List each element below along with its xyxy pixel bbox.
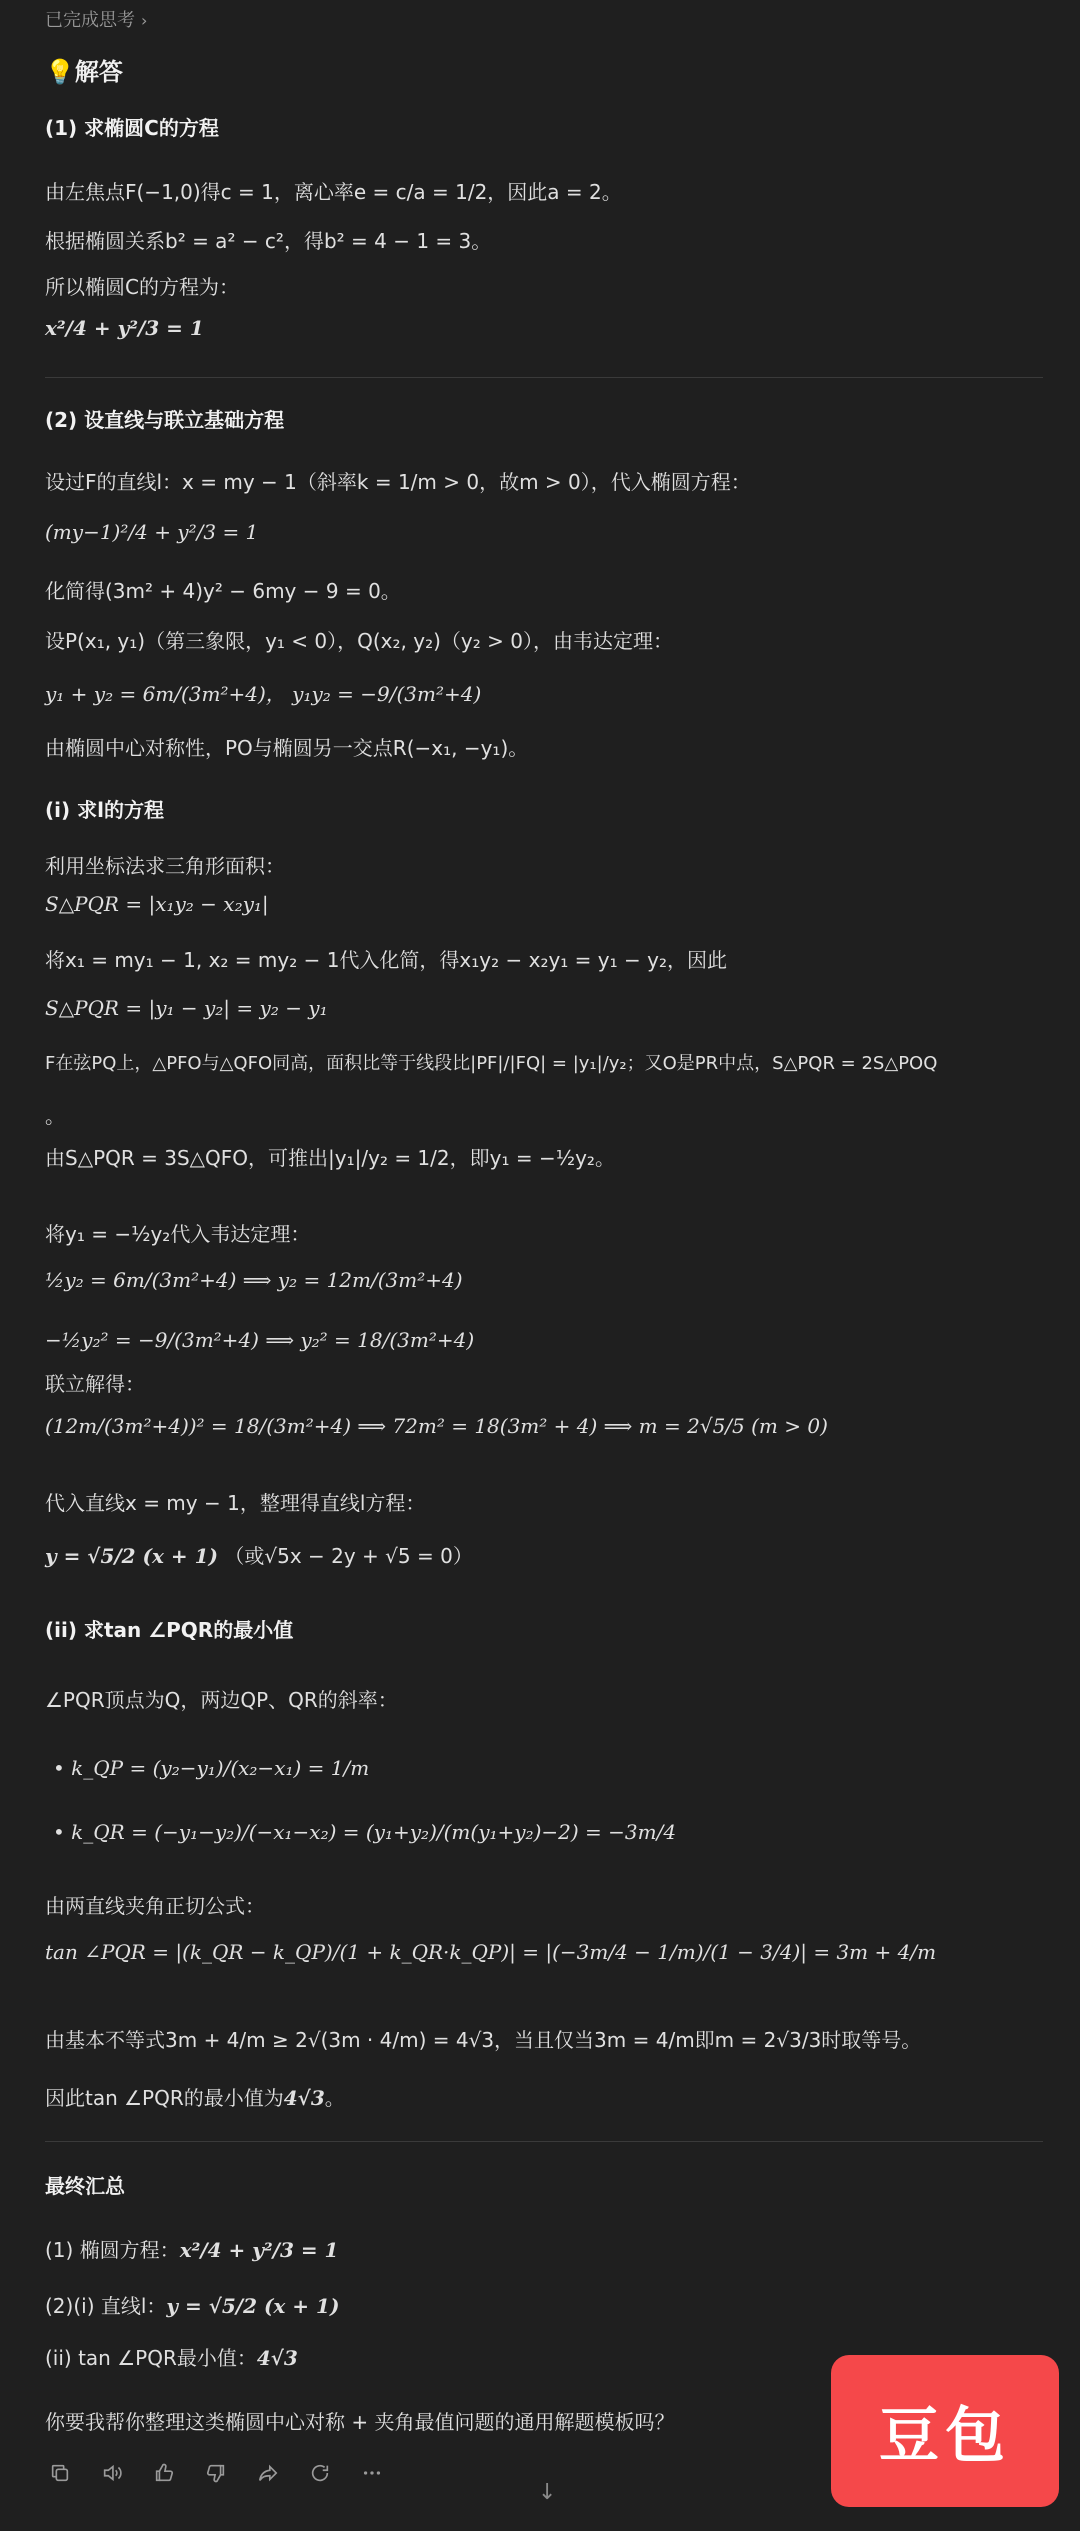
more-button[interactable] bbox=[357, 2458, 387, 2488]
thumbs-down-icon bbox=[205, 2462, 227, 2484]
min-value-prefix: 因此tan ∠PQR的最小值为 bbox=[45, 2086, 284, 2110]
summary-title: 最终汇总 bbox=[45, 2174, 125, 2198]
part2i-line2: S△PQR = |x₁y₂ − x₂y₁| bbox=[45, 892, 269, 916]
min-value-bold: 4√3 bbox=[283, 2086, 325, 2110]
summary-item1 bbox=[45, 2234, 338, 2263]
regenerate-icon bbox=[309, 2462, 331, 2484]
part1-title: (1) 求椭圆C的方程 bbox=[45, 116, 219, 140]
summary-item3-value: 4√3 bbox=[256, 2346, 298, 2370]
copy-button[interactable] bbox=[45, 2458, 75, 2488]
part2i-line7: 将y₁ = −½y₂代入韦达定理： bbox=[45, 1222, 311, 1246]
thinking-status-toggle[interactable] bbox=[45, 6, 147, 32]
scroll-down-icon[interactable]: ↓ bbox=[538, 2480, 557, 2505]
part2i-line4: S△PQR = |y₁ − y₂| = y₂ − y₁ bbox=[45, 996, 328, 1020]
divider bbox=[45, 377, 1043, 378]
thinking-status-label: 已完成思考 bbox=[45, 10, 135, 31]
bullet-kqp-text: k_QP = (y₂−y₁)/(x₂−x₁) = 1/m bbox=[71, 1756, 370, 1780]
part2ii-line5 bbox=[45, 2082, 345, 2111]
summary-item2 bbox=[45, 2290, 339, 2319]
part1-line2: 根据椭圆关系b² = a² − c²，得b² = 4 − 1 = 3。 bbox=[45, 229, 492, 253]
speaker-icon bbox=[101, 2462, 123, 2484]
message-toolbar bbox=[45, 2458, 387, 2488]
summary-item3 bbox=[45, 2342, 298, 2371]
divider bbox=[45, 2141, 1043, 2142]
part2ii-title: (ii) 求tan ∠PQR的最小值 bbox=[45, 1618, 294, 1642]
part2ii-line1: ∠PQR顶点为Q，两边QP、QR的斜率： bbox=[45, 1688, 398, 1712]
part2i-line3: 将x₁ = my₁ − 1, x₂ = my₂ − 1代入化简，得x₁y₂ − x₂y₁ = y₁ − y₂，因此 bbox=[45, 948, 727, 972]
part2i-line9: −½y₂² = −9/(3m²+4) ⟹ y₂² = 18/(3m²+4) bbox=[45, 1328, 475, 1352]
followup-question: 你要我帮你整理这类椭圆中心对称 + 夹角最值问题的通用解题模板吗？ bbox=[45, 2410, 675, 2434]
line-equation-alt: （或√5x − 2y + √5 = 0） bbox=[224, 1544, 473, 1568]
part2-line2: (my−1)²/4 + y²/3 = 1 bbox=[45, 520, 259, 544]
part2ii-line4: 由基本不等式3m + 4/m ≥ 2√(3m · 4/m) = 4√3，当且仅当3m = 4/m即m = 2√3/3时取等号。 bbox=[45, 2028, 922, 2052]
part2-line5: y₁ + y₂ = 6m/(3m²+4)， y₁y₂ = −9/(3m²+4) bbox=[45, 682, 482, 706]
part1-result: x²/4 + y²/3 = 1 bbox=[45, 316, 204, 340]
part2i-line10: 联立解得： bbox=[45, 1372, 145, 1396]
answer-title-text: 解答 bbox=[74, 58, 123, 86]
part2-line1: 设过F的直线l：x = my − 1（斜率k = 1/m > 0，故m > 0），代入椭圆方程： bbox=[45, 470, 751, 494]
part2i-line11: (12m/(3m²+4))² = 18/(3m²+4) ⟹ 72m² = 18(3m² + 4) ⟹ m = 2√5/5 (m > 0) bbox=[45, 1414, 828, 1438]
lightbulb-icon: 💡 bbox=[45, 58, 75, 86]
part2i-title: (i) 求l的方程 bbox=[45, 798, 164, 822]
summary-item2-value: y = √5/2 (x + 1) bbox=[166, 2294, 340, 2318]
part2i-line13 bbox=[45, 1540, 473, 1569]
answer-title bbox=[45, 52, 123, 87]
summary-item1-label: (1) 椭圆方程： bbox=[45, 2238, 180, 2262]
part2-title: (2) 设直线与联立基础方程 bbox=[45, 408, 285, 432]
like-button[interactable] bbox=[149, 2458, 179, 2488]
line-equation-bold: y = √5/2 (x + 1) bbox=[45, 1544, 218, 1568]
part2-line3: 化简得(3m² + 4)y² − 6my − 9 = 0。 bbox=[45, 579, 401, 603]
share-button[interactable] bbox=[253, 2458, 283, 2488]
part1-line3: 所以椭圆C的方程为： bbox=[45, 275, 239, 299]
copy-icon bbox=[49, 2462, 71, 2484]
part2i-line8: ½y₂ = 6m/(3m²+4) ⟹ y₂ = 12m/(3m²+4) bbox=[45, 1268, 463, 1292]
summary-item1-value: x²/4 + y²/3 = 1 bbox=[179, 2238, 339, 2262]
regenerate-button[interactable] bbox=[305, 2458, 335, 2488]
summary-item2-label: (2)(i) 直线l： bbox=[45, 2294, 167, 2318]
part2-line4: 设P(x₁, y₁)（第三象限，y₁ < 0），Q(x₂, y₂)（y₂ > 0），由韦达定理： bbox=[45, 629, 673, 653]
bullet-kqr-text: k_QR = (−y₁−y₂)/(−x₁−x₂) = (y₁+y₂)/(m(y₁+y₂)−2) = −3m/4 bbox=[71, 1820, 677, 1844]
dislike-button[interactable] bbox=[201, 2458, 231, 2488]
part2i-line12: 代入直线x = my − 1，整理得直线l方程： bbox=[45, 1491, 426, 1515]
part1-line1: 由左焦点F(−1,0)得c = 1，离心率e = c/a = 1/2，因此a = 2。 bbox=[45, 180, 622, 204]
part2i-line6: 由S△PQR = 3S△QFO，可推出|y₁|/y₂ = 1/2，即y₁ = −½y₂。 bbox=[45, 1146, 615, 1170]
part2i-line1: 利用坐标法求三角形面积： bbox=[45, 854, 285, 878]
doubao-logo: 豆包 bbox=[831, 2355, 1059, 2507]
part2-line6: 由椭圆中心对称性，PO与椭圆另一交点R(−x₁, −y₁)。 bbox=[45, 736, 529, 760]
part2ii-line3: tan ∠PQR = |(k_QR − k_QP)/(1 + k_QR·k_QP)| = |(−3m/4 − 1/m)/(1 − 3/4)| = 3m + 4/m bbox=[45, 1940, 937, 1964]
chevron-right-icon: › bbox=[141, 11, 148, 30]
part2i-line5: F在弦PQ上，△PFO与△QFO同高，面积比等于线段比|PF|/|FQ| = |y₁|/y₂；又O是PR中点，S△PQR = 2S△POQ bbox=[45, 1053, 938, 1074]
share-icon bbox=[257, 2462, 279, 2484]
bullet-kqr: • k_QR = (−y₁−y₂)/(−x₁−x₂) = (y₁+y₂)/(m(y₁+y₂)−2) = −3m/4 bbox=[53, 1820, 677, 1844]
part2i-line5b: 。 bbox=[45, 1104, 65, 1128]
more-icon bbox=[361, 2462, 383, 2484]
summary-item3-label: (ii) tan ∠PQR最小值： bbox=[45, 2346, 257, 2370]
part2ii-line2: 由两直线夹角正切公式： bbox=[45, 1894, 265, 1918]
min-value-suffix: 。 bbox=[324, 2086, 345, 2110]
bullet-kqp: • k_QP = (y₂−y₁)/(x₂−x₁) = 1/m bbox=[53, 1756, 370, 1780]
read-aloud-button[interactable] bbox=[97, 2458, 127, 2488]
thumbs-up-icon bbox=[153, 2462, 175, 2484]
